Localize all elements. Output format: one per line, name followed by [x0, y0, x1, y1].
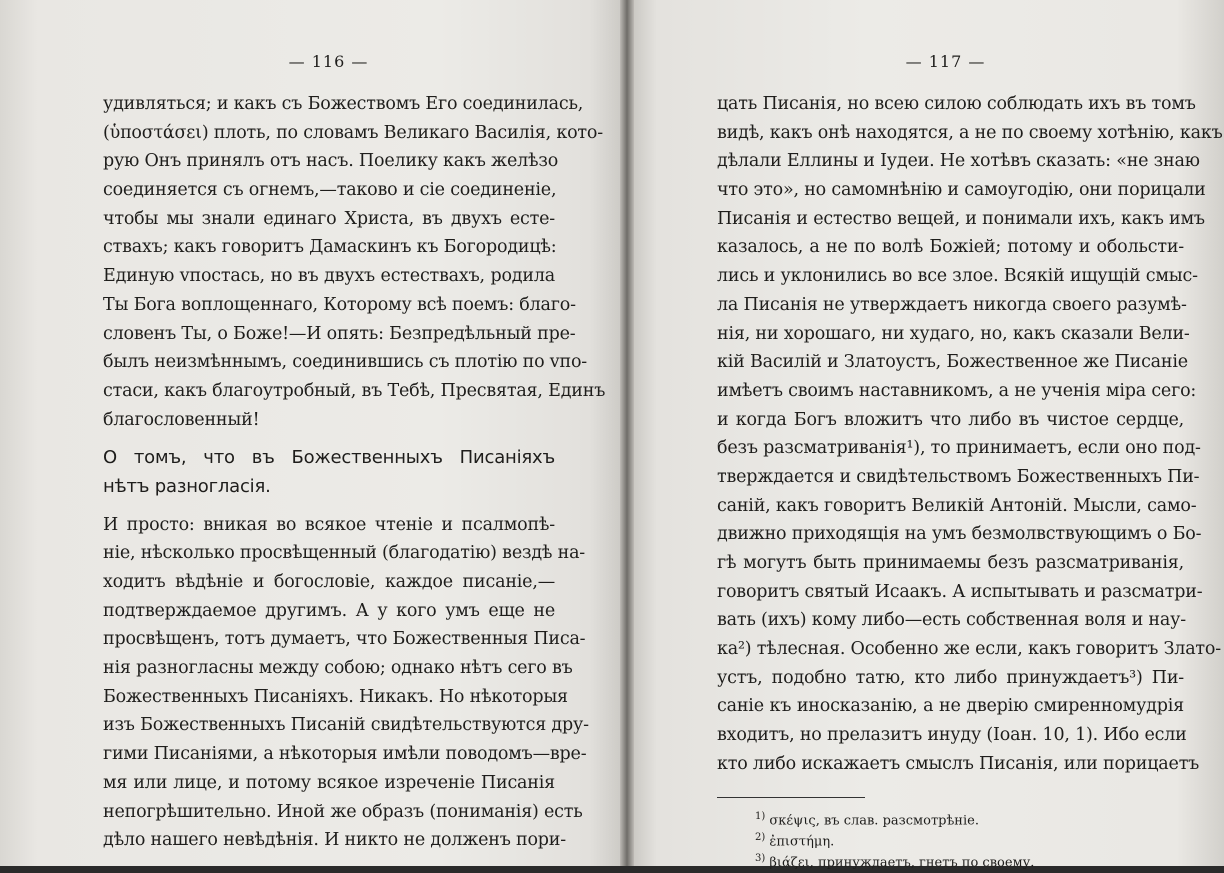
- text-line: чтобы мы знали единаго Христа, въ двухъ есте-: [103, 208, 555, 229]
- text-line: Единую vпостась, но въ двухъ естествахъ, родила: [103, 266, 555, 287]
- text-line: изъ Божественныхъ Писаній свидѣтельствуются дру-: [103, 715, 589, 736]
- text-line: благословенный!: [103, 409, 260, 430]
- footnote-divider: [717, 797, 865, 798]
- text-line: дѣло нашего невѣдѣнія. И никто не долженъ пори-: [103, 830, 566, 851]
- text-line: ніе, нѣсколько просвѣщенный (благодатію) вездѣ на-: [103, 543, 586, 564]
- text-line: вать (ихъ) кому либо—есть собственная воля и нау-: [717, 610, 1186, 631]
- text-line: просвѣщенъ, тотъ думаетъ, что Божественныя Писа-: [103, 629, 586, 650]
- text-line: непогрѣшительно. Иной же образъ (пониманія) есть: [103, 801, 583, 822]
- footnote-number: 2): [755, 831, 766, 843]
- text-line: ла Писанія не утверждаетъ никогда своего разумѣ-: [717, 294, 1187, 315]
- text-line: входитъ, но прелазитъ инуду (Іоан. 10, 1). Ибо если: [717, 725, 1187, 746]
- text-line: саній, какъ говоритъ Великій Антоній. Мысли, само-: [717, 495, 1197, 516]
- right-page: [627, 0, 1224, 870]
- text-line: удивляться; и какъ съ Божествомъ Его соединилась,: [103, 94, 584, 114]
- section-heading: нѣтъ разногласія.: [103, 475, 271, 497]
- footnote: [717, 806, 1184, 827]
- text-line: дѣлали Еллины и Іудеи. Не хотѣвъ сказать: «не знаю: [717, 151, 1200, 172]
- section-heading: О томъ, что въ Божественныхъ Писаніяхъ: [103, 447, 555, 469]
- text-line: ка²) тѣлесная. Особенно же если, какъ говоритъ Злато-: [717, 639, 1221, 660]
- text-line: лись и уклонились во все злое. Всякій ищущій смыс-: [717, 266, 1198, 287]
- text-line: И просто: вникая во всякое чтеніе и псалмопѣ-: [103, 514, 555, 535]
- text-line: ходитъ вѣдѣніе и богословіе, каждое писаніе,—: [103, 572, 555, 592]
- text-line: казалось, а не по волѣ Божіей; потому и обольсти-: [717, 237, 1184, 258]
- page-number-right: — 117 —: [905, 52, 986, 71]
- text-line: (ὑποστάσει) плоть, по словамъ Великаго Василія, кото-: [103, 122, 603, 143]
- text-line: что это», но самомнѣнію и самоугодію, они порицали: [717, 180, 1206, 201]
- footnote: [717, 827, 1184, 848]
- book-gutter: [620, 0, 634, 866]
- text-line: гѣ могутъ быть принимаемы безъ разсматриванія,: [717, 553, 1184, 573]
- text-line: словенъ Ты, о Боже!—И опять: Безпредѣльный пре-: [103, 323, 576, 344]
- text-line: тверждается и свидѣтельствомъ Божественныхъ Пи-: [717, 466, 1200, 487]
- text-line: цать Писанія, но всею силою соблюдать ихъ въ томъ: [717, 94, 1196, 114]
- text-line: имѣетъ своимъ наставникомъ, а не ученія міра сего:: [717, 380, 1197, 401]
- right-page-text: [717, 90, 1223, 870]
- text-line: Божественныхъ Писаніяхъ. Никакъ. Но нѣкоторыя: [103, 686, 568, 707]
- footnote-number: 1): [755, 810, 766, 822]
- text-line: Ты Бога воплощеннаго, Которому всѣ поемъ: благо-: [103, 294, 576, 315]
- text-line: устъ, подобно татю, кто либо принуждаетъ³) Пи-: [717, 667, 1184, 688]
- text-line: видѣ, какъ онѣ находятся, а не по своему хотѣнію, какъ: [717, 122, 1223, 143]
- footnote-text: βιάζει, принуждаетъ, гнетъ по своему.: [769, 854, 1035, 870]
- text-line: рую Онъ принялъ отъ насъ. Поелику какъ желѣзо: [103, 151, 559, 172]
- text-line: движно приходящія на умъ безмолвствующимъ о Бо-: [717, 524, 1202, 545]
- footnote-number: 3): [755, 852, 766, 864]
- text-line: подтверждаемое другимъ. А у кого умъ еще не: [103, 600, 555, 621]
- text-line: и когда Богъ вложитъ что либо въ чистое сердце,: [717, 409, 1184, 430]
- text-line: соединяется съ огнемъ,—таково и сіе соединеніе,: [103, 180, 557, 201]
- text-line: ствахъ; какъ говоритъ Дамаскинъ къ Богородицѣ:: [103, 237, 557, 258]
- footnote: [717, 848, 1184, 869]
- text-line: Писанія и естество вещей, и понимали ихъ, какъ имъ: [717, 208, 1205, 229]
- text-line: говоритъ святый Исаакъ. А испытывать и разсматри-: [717, 581, 1203, 602]
- left-page-text: [103, 90, 606, 855]
- footnote-text: ἐπιστήμη.: [769, 833, 835, 849]
- text-line: нія, ни хорошаго, ни худаго, но, какъ сказали Вели-: [717, 323, 1190, 344]
- text-line: гими Писаніями, а нѣкоторыя имѣли поводомъ—вре-: [103, 744, 587, 765]
- text-line: былъ неизмѣннымъ, соединившись съ плотію по vпо-: [103, 352, 587, 373]
- text-line: нія разногласны между собою; однако нѣтъ сего въ: [103, 658, 573, 679]
- page-number-left: — 116 —: [288, 52, 369, 71]
- text-line: саніе къ иносказанію, а не дверію смиренномудрія: [717, 696, 1184, 717]
- text-line: мя или лице, и потому всякое изреченіе Писанія: [103, 772, 555, 793]
- text-line: стаси, какъ благоутробный, въ Тебѣ, Пресвятая, Единъ: [103, 380, 606, 401]
- footnote-text: σκέψις, въ слав. разсмотрѣніе.: [769, 812, 979, 828]
- text-line: кій Василій и Златоустъ, Божественное же Писаніе: [717, 352, 1188, 373]
- text-line: безъ разсматриванія¹), то принимаетъ, если оно под-: [717, 438, 1201, 459]
- text-line: кто либо искажаетъ смыслъ Писанія, или порицаетъ: [717, 753, 1200, 774]
